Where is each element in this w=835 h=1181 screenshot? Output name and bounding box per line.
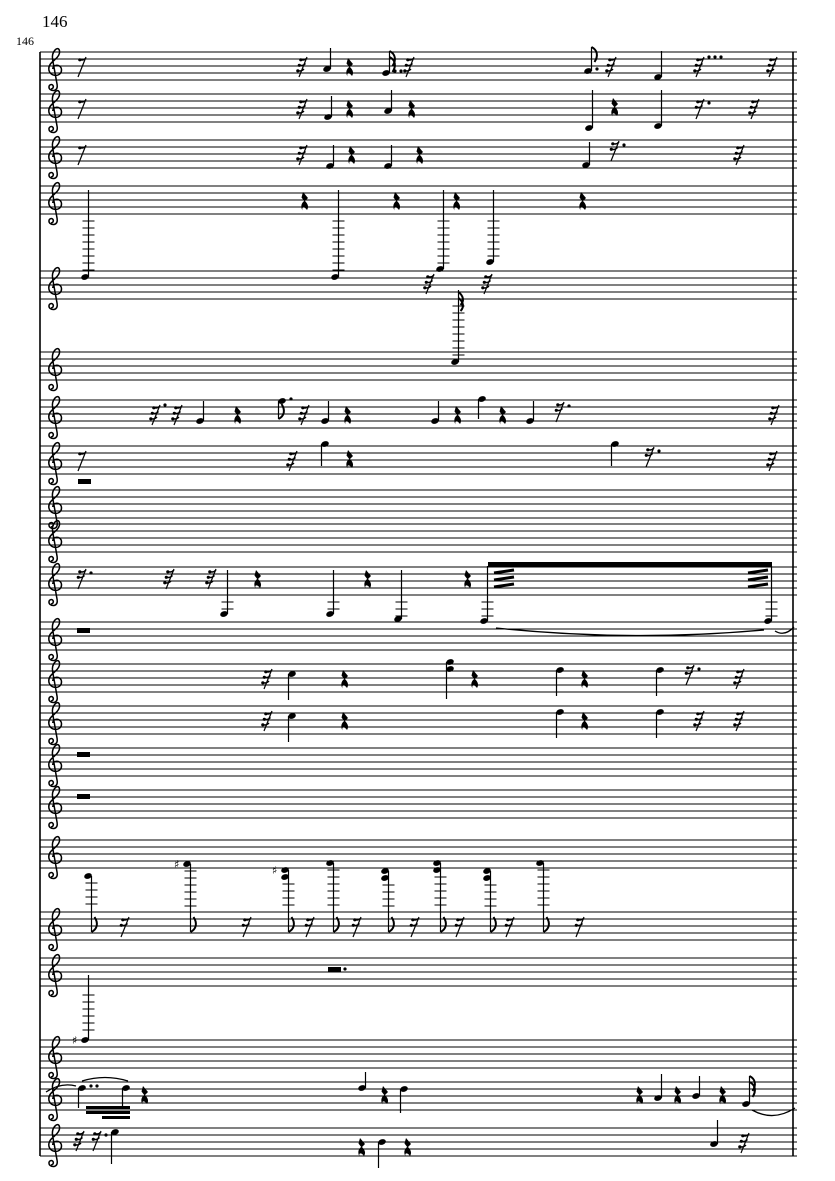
treble-clef-icon — [49, 909, 62, 951]
staff-19-events — [328, 967, 347, 972]
treble-clef-icon — [49, 661, 62, 703]
staff-20 — [40, 975, 797, 1079]
svg-text:♯: ♯ — [174, 858, 180, 871]
treble-clef-icon — [49, 521, 62, 563]
staff-11 — [40, 562, 797, 636]
staff-15 — [40, 745, 797, 787]
staff-16-events — [77, 794, 90, 799]
staff-7 — [40, 395, 797, 438]
treble-clef-icon — [49, 1125, 62, 1167]
staff-21 — [40, 1072, 797, 1121]
staff-16 — [40, 787, 797, 829]
staff-18-events — [83, 858, 584, 937]
treble-clef-icon — [49, 183, 62, 225]
staff-2 — [40, 90, 797, 133]
staff-22-events — [73, 1120, 749, 1168]
staff-12 — [40, 619, 797, 661]
staff-3-events — [78, 141, 744, 170]
staff-11-events — [77, 562, 794, 636]
staff-10 — [40, 521, 797, 563]
treble-clef-icon — [49, 349, 62, 391]
staff-1 — [40, 47, 797, 91]
treble-clef-icon — [49, 397, 62, 439]
staff-19 — [40, 955, 797, 997]
staff-6 — [40, 349, 797, 391]
staff-13 — [40, 658, 797, 702]
treble-clef-icon — [49, 268, 62, 310]
staff-5 — [40, 268, 797, 366]
staff-8-events — [78, 440, 777, 484]
treble-clef-icon — [49, 703, 62, 745]
treble-clef-icon — [49, 1079, 62, 1121]
svg-text:♯: ♯ — [272, 864, 278, 877]
treble-clef-icon — [49, 91, 62, 133]
treble-clef-icon — [49, 1037, 62, 1079]
treble-clef-icon — [49, 837, 62, 879]
measure-number-small: 146 — [16, 34, 34, 48]
staff-8 — [40, 440, 797, 484]
staff-4 — [40, 183, 797, 281]
staff-17 — [40, 837, 797, 879]
staff-3 — [40, 137, 797, 179]
treble-clef-icon — [49, 745, 62, 787]
staff-22 — [40, 1120, 797, 1168]
svg-text:♯: ♯ — [72, 1034, 78, 1047]
staff-4-events — [80, 190, 586, 281]
treble-clef-icon — [49, 49, 62, 91]
treble-clef-icon — [49, 787, 62, 829]
staff-2-events — [78, 90, 759, 132]
treble-clef-icon — [49, 443, 62, 485]
treble-clef-icon — [49, 619, 62, 661]
treble-clef-icon — [49, 564, 62, 606]
staff-15-events — [77, 752, 90, 757]
measure-number-large: 146 — [42, 12, 68, 31]
treble-clef-icon — [49, 955, 62, 997]
staff-12-events — [77, 628, 90, 633]
staff-18 — [40, 858, 797, 951]
staff-9 — [40, 487, 797, 529]
treble-clef-icon — [49, 137, 62, 179]
staff-14 — [40, 703, 797, 745]
